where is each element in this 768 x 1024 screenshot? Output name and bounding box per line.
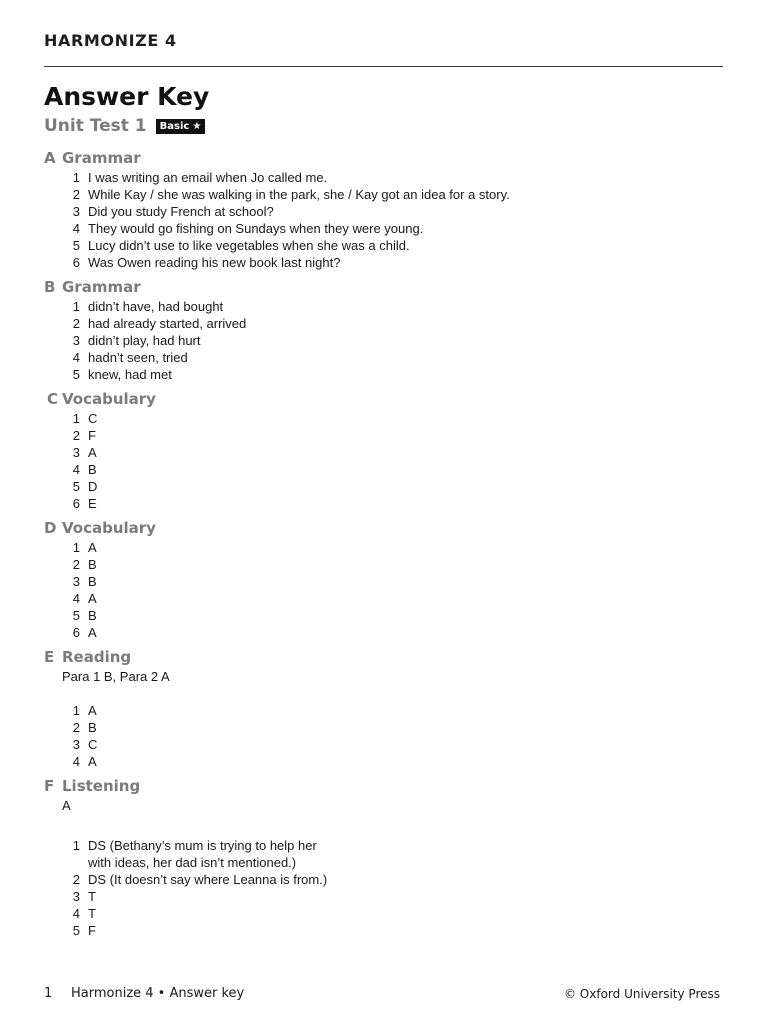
badge-label: Basic — [159, 120, 190, 132]
item-answer: knew, had met — [88, 367, 172, 382]
section-heading — [44, 776, 724, 797]
section-intro: A — [62, 798, 71, 813]
section-d — [44, 518, 724, 641]
list-item — [44, 315, 724, 332]
section-heading — [44, 647, 724, 668]
section-letter: D — [44, 519, 57, 537]
item-number: 5 — [72, 479, 80, 494]
section-letter: A — [44, 149, 56, 167]
list-item — [44, 203, 724, 220]
list-item — [44, 366, 724, 383]
copyright: © Oxford University Press — [563, 987, 720, 1001]
section-name: Grammar — [62, 149, 141, 167]
item-number: 4 — [72, 350, 80, 365]
section-name: Listening — [62, 777, 141, 795]
item-number: 1 — [72, 703, 80, 718]
item-answer: C — [88, 737, 98, 752]
list-item — [44, 220, 724, 237]
answer-list — [44, 169, 724, 271]
list-item — [44, 922, 724, 939]
answer-list — [44, 837, 724, 939]
item-number: 5 — [72, 238, 80, 253]
list-item — [44, 719, 724, 736]
list-item — [44, 590, 724, 607]
item-answer: A — [88, 591, 97, 606]
item-answer: E — [88, 496, 97, 511]
list-item — [44, 169, 724, 186]
list-item — [44, 736, 724, 753]
item-answer: DS (It doesn’t say where Leanna is from.) — [88, 872, 328, 887]
list-item — [44, 871, 724, 888]
item-number: 4 — [72, 906, 80, 921]
section-heading — [44, 148, 724, 169]
section-name: Vocabulary — [62, 519, 156, 537]
list-item — [44, 905, 724, 922]
item-number: 4 — [72, 221, 80, 236]
item-number: 1 — [72, 411, 80, 426]
item-answer: While Kay / she was walking in the park, she / Kay got an idea for a story. — [88, 187, 510, 202]
section-letter: C — [47, 390, 59, 408]
answer-list — [44, 298, 724, 383]
item-answer: T — [88, 906, 96, 921]
item-answer: B — [88, 557, 97, 572]
item-answer: F — [88, 923, 96, 938]
section-intro: Para 1 B, Para 2 A — [62, 669, 170, 684]
item-answer: A — [88, 625, 97, 640]
item-answer: Did you study French at school? — [88, 204, 274, 219]
item-answer: D — [88, 479, 98, 494]
item-answer: B — [88, 462, 97, 477]
list-item — [44, 410, 724, 427]
list-item — [44, 573, 724, 590]
unit-test-title: Unit Test 1 — [44, 116, 147, 136]
answer-list — [44, 410, 724, 512]
item-number: 6 — [72, 625, 80, 640]
section-letter: E — [44, 648, 55, 666]
item-answer: C — [88, 411, 98, 426]
item-number: 3 — [72, 333, 80, 348]
item-answer: A — [88, 754, 97, 769]
list-item — [44, 556, 724, 573]
item-number: 5 — [72, 608, 80, 623]
item-answer: didn’t have, had bought — [88, 299, 224, 314]
list-item — [44, 495, 724, 512]
answer-list — [44, 539, 724, 641]
list-item — [44, 427, 724, 444]
list-item — [44, 237, 724, 254]
page-number: 1 — [44, 986, 53, 1001]
item-answer: They would go fishing on Sundays when they were young. — [88, 221, 424, 236]
item-answer: DS (Bethany’s mum is trying to help her with ideas, her dad isn’t mentioned.) — [88, 838, 317, 870]
section-c — [44, 389, 724, 512]
spacer — [44, 814, 724, 837]
item-answer: F — [88, 428, 96, 443]
item-answer: A — [88, 540, 97, 555]
list-item — [44, 624, 724, 641]
level-badge — [156, 119, 206, 134]
item-number: 1 — [72, 170, 80, 185]
section-e — [44, 647, 724, 770]
section-a — [44, 148, 724, 271]
list-item — [44, 888, 724, 905]
item-answer: B — [88, 720, 97, 735]
answer-list — [44, 702, 724, 770]
item-number: 6 — [72, 255, 80, 270]
item-number: 6 — [72, 496, 80, 511]
item-number: 2 — [72, 316, 80, 331]
item-answer: A — [88, 445, 97, 460]
item-number: 5 — [72, 923, 80, 938]
footer-title: Harmonize 4 • Answer key — [71, 986, 245, 1001]
section-letter: B — [44, 278, 56, 296]
item-number: 4 — [72, 591, 80, 606]
item-answer: T — [88, 889, 96, 904]
item-number: 3 — [72, 889, 80, 904]
item-answer: I was writing an email when Jo called me. — [88, 170, 328, 185]
list-item — [44, 478, 724, 495]
item-answer: A — [88, 703, 97, 718]
footer — [44, 986, 244, 1001]
header-divider — [44, 66, 723, 67]
item-number: 4 — [72, 754, 80, 769]
list-item — [44, 254, 724, 271]
list-item — [44, 702, 724, 719]
spacer — [44, 685, 724, 702]
list-item — [44, 186, 724, 203]
item-answer: Was Owen reading his new book last night? — [88, 255, 341, 270]
list-item — [44, 461, 724, 478]
item-number: 2 — [72, 428, 80, 443]
item-number: 2 — [72, 187, 80, 202]
list-item — [44, 332, 724, 349]
section-heading — [44, 389, 724, 410]
item-number: 4 — [72, 462, 80, 477]
list-item — [44, 444, 724, 461]
item-answer: hadn’t seen, tried — [88, 350, 188, 365]
item-number: 3 — [72, 204, 80, 219]
item-number: 2 — [72, 720, 80, 735]
subtitle-row — [44, 116, 205, 136]
item-number: 3 — [72, 445, 80, 460]
list-item — [44, 298, 724, 315]
section-letter: F — [44, 777, 55, 795]
item-number: 2 — [72, 872, 80, 887]
item-number: 2 — [72, 557, 80, 572]
section-heading — [44, 518, 724, 539]
section-b — [44, 277, 724, 383]
list-item — [44, 607, 724, 624]
section-name: Reading — [62, 648, 132, 666]
list-item — [44, 753, 724, 770]
item-answer: B — [88, 574, 97, 589]
section-heading — [44, 277, 724, 298]
item-number: 3 — [72, 574, 80, 589]
item-number: 1 — [72, 838, 80, 853]
item-answer: B — [88, 608, 97, 623]
section-name: Vocabulary — [62, 390, 156, 408]
list-item — [44, 349, 724, 366]
item-number: 1 — [72, 299, 80, 314]
answer-sections — [44, 148, 724, 945]
item-answer: Lucy didn’t use to like vegetables when she was a child. — [88, 238, 410, 253]
section-f — [44, 776, 724, 939]
list-item — [44, 539, 724, 556]
item-number: 5 — [72, 367, 80, 382]
star-icon: ★ — [192, 120, 202, 132]
item-answer: had already started, arrived — [88, 316, 247, 331]
brand-logo: HARMONIZE 4 — [44, 31, 177, 50]
item-answer: didn’t play, had hurt — [88, 333, 201, 348]
item-number: 3 — [72, 737, 80, 752]
list-item — [44, 837, 724, 871]
section-name: Grammar — [62, 278, 141, 296]
page-title: Answer Key — [44, 82, 210, 111]
item-number: 1 — [72, 540, 80, 555]
